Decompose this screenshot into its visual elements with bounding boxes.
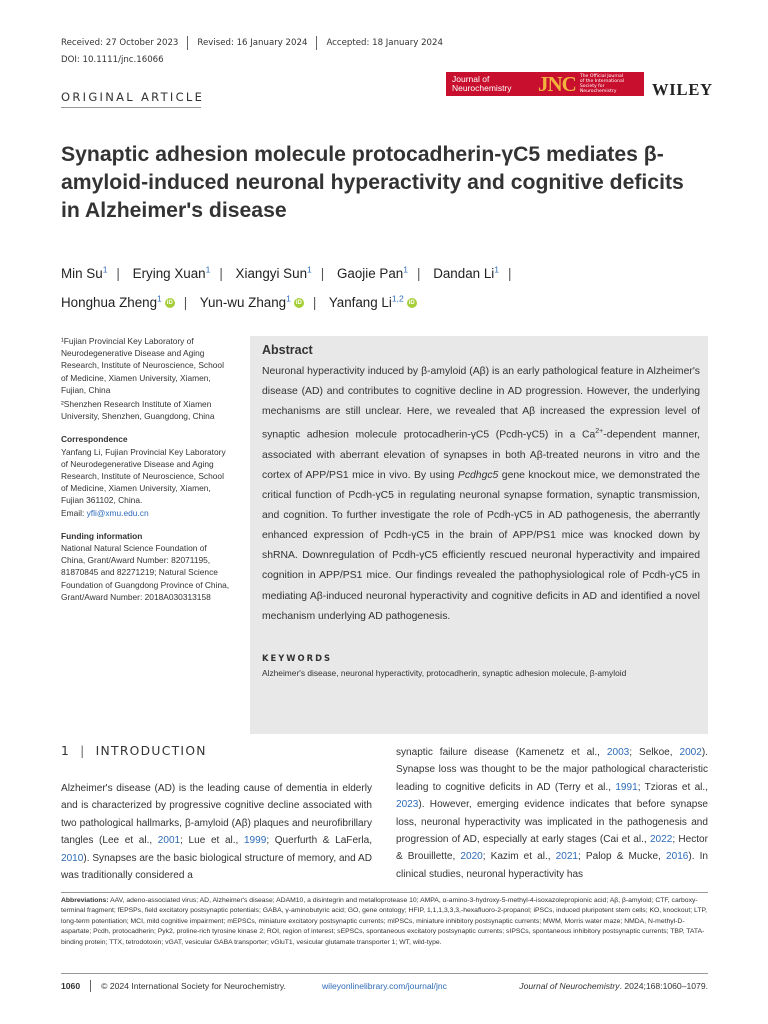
journal-citation: Journal of Neurochemistry. 2024;168:1060–1079.	[519, 981, 708, 991]
keywords-text: Alzheimer's disease, neuronal hyperactivity, protocadherin, synaptic adhesion molecule, β-amyloid	[262, 668, 627, 678]
copyright: © 2024 International Society for Neurochemistry.	[101, 981, 286, 991]
intro-column-1: Alzheimer's disease (AD) is the leading cause of dementia in elderly and is characterized by progressive cognitive decline associated with two pathological hallmarks, β-amyloid (Aβ) plaques and neurofibrillary tangles (Lee et al., 2001; Lue et al., 1999; Querfurth & LaFerla, 2010). Synapses are the basic biological structure of memory, and AD was traditionally considered a	[61, 783, 372, 882]
citation-link[interactable]: 2002	[679, 747, 702, 758]
abbreviations-rule	[61, 892, 708, 893]
journal-logo-abbrev: JNC	[538, 71, 576, 96]
author-name[interactable]: Yanfang Li$^{1,2}$	[328, 293, 404, 310]
article-type: ORIGINAL ARTICLE	[61, 90, 205, 104]
page-number: 1060	[61, 981, 81, 991]
author-name[interactable]: Min Su$^1$	[61, 265, 108, 282]
author-name[interactable]: Yun-wu Zhang$^1$	[199, 293, 291, 310]
citation-link[interactable]: 2001	[157, 835, 181, 847]
citation-link[interactable]: 2003	[606, 747, 630, 758]
journal-url[interactable]: wileyonlinelibrary.com/journal/jnc	[321, 981, 447, 991]
page-footer	[61, 980, 708, 992]
doi[interactable]: DOI: 10.1111/jnc.16066	[61, 55, 164, 65]
correspondence-text: Yanfang Li, Fujian Provincial Key Laboratory of Neurodegenerative Disease and Aging Research, Institute of Neuroscience, School of Medicine, Xiamen University, Xiamen, Fujian 361102, China. Email: yfli@xmu.edu.cn	[61, 446, 226, 518]
revised-date: Revised: 16 January 2024	[197, 38, 308, 48]
author-name[interactable]: Honghua Zheng$^1$	[61, 293, 162, 310]
citation-link[interactable]: 2010	[61, 852, 84, 864]
received-date: Received: 27 October 2023	[61, 38, 179, 48]
article-type-rule	[61, 107, 201, 108]
footer-rule	[61, 973, 708, 974]
citation-link[interactable]: 2016	[666, 851, 689, 863]
abstract-heading: Abstract	[262, 343, 313, 357]
author-name[interactable]: Gaojie Pan$^1$	[336, 265, 408, 282]
intro-column-2: synaptic failure disease (Kamenetz et al., 2003; Selkoe, 2002). Synapse loss was thought to be the major pathological characteristic leading to cognitive deficits in AD (Terry et al., 1991; Tzioras et al., 2023). However, emerging evidence indicates that before synapse loss, neuronal hyperactivity was implicated in the pathogenesis and progression of AD, especially at early stages (Cai et al., 2022; Hector & Brouillette, 2020; Kazim et al., 2021; Palop & Mucke, 2016). In clinical studies, neuronal hyperactivity has	[396, 747, 708, 880]
accepted-date: Accepted: 18 January 2024	[326, 38, 443, 48]
author-list: Min Su$^1$ | Erying Xuan$^1$ | Xiangyi Sun$^1$ | Gaojie Pan$^1$ | Dandan Li$^1$ | Honghua Zheng$^1$ iD | Yun-wu Zhang$^1$ iD | Yanfang Li$^{1,2}$ iD	[61, 265, 512, 310]
funding-heading: Funding information	[61, 530, 143, 541]
society-logo-text: The Official Journal of the International Society for Neurochemistry	[579, 74, 625, 94]
orcid-icon[interactable]: iD	[295, 300, 302, 307]
section-heading: 1 | INTRODUCTION	[61, 744, 207, 758]
citation-link[interactable]: 1991	[615, 781, 638, 793]
citation-link[interactable]: 2023	[396, 799, 419, 811]
journal-logo[interactable]	[446, 72, 644, 96]
article-dates	[61, 36, 443, 50]
journal-logo-name: Journal of Neurochemistry	[452, 74, 512, 93]
divider	[187, 36, 188, 50]
orcid-icon[interactable]: iD	[408, 300, 415, 307]
affiliation-2: ²Shenzhen Research Institute of Xiamen University, Shenzhen, Guangdong, China	[61, 399, 215, 422]
correspondence-heading: Correspondence	[61, 434, 128, 445]
author-name[interactable]: Dandan Li$^1$	[433, 265, 499, 282]
article-title: Synaptic adhesion molecule protocadherin-γC5 mediates β-amyloid-induced neuronal hyperactivity and cognitive deficits in Alzheimer's disease	[61, 143, 684, 222]
sidebar-info	[61, 335, 233, 603]
orcid-icon[interactable]: iD	[166, 300, 173, 307]
citation-link[interactable]: 2021	[555, 851, 579, 863]
author-name[interactable]: Erying Xuan$^1$	[132, 265, 211, 282]
keywords-heading: KEYWORDS	[262, 653, 333, 663]
abstract-text: Neuronal hyperactivity induced by β-amyloid (Aβ) is an early pathological feature in Alzheimer's disease (AD) and contributes to cognitive decline in AD progression. However, the underlying mechanisms are still unclear. Here, we revealed that Aβ increased the expression level of synaptic adhesion molecule protocadherin-γC5 (Pcdh-γC5) in a $Ca^{2+}$-dependent manner, associated with aberrant elevation of synapses in both Aβ-treated neurons in vitro and the cortex of APP/PS1 mice in vivo. By using Pcdhgc5 gene knockout mice, we demonstrated the critical function of Pcdh-γC5 in regulating neuronal synapse formation, synaptic transmission, and cognition. To further investigate the role of Pcdh-γC5 in AD pathogenesis, the aberrantly enhanced expression of Pcdh-γC5 in the brain of APP/PS1 mice was knocked down by shRNA. Downregulation of Pcdh-γC5 efficiently rescued neuronal hyperactivity and impaired cognition in APP/PS1 mice. Our findings revealed the pathophysiological role of Pcdh-γC5 in mediating Aβ-induced neuronal hyperactivity and cognitive deficits in AD and identified a novel mechanism underlying AD pathogenesis.	[262, 366, 700, 622]
email-link[interactable]: yfli@xmu.edu.cn	[86, 507, 149, 518]
author-name[interactable]: Xiangyi Sun$^1$	[235, 265, 312, 282]
citation-link[interactable]: 1999	[243, 835, 267, 847]
abbreviations: Abbreviations: AAV, adeno-associated virus; AD, Alzheimer's disease; ADAM10, a disintegrin and metalloprotease 10; AMPA, α-amino-3-hydroxy-5-methyl-4-isoxazolepropionic acid; Aβ, β-amyloid; CTF, carboxy-terminal fragment; fEPSPs, field excitatory postsynaptic potentials; GABA, γ-aminobutyric acid; GO, gene ontology; HFIP, 1,1,1,3,3,3,-hexafluoro-2-propanol; iPSCs, induced pluripotent stem cells; KO, knockout; LTP, long-term potentiation; MCI, mild cognitive impairment; mEPSCs, miniature excitatory postsynaptic currents; mIPSCs, miniature inhibitory postsynaptic currents; MWM, Morris water maze; NMDA, N-methyl-D-aspartate; Pcdh, protocadherin; Pyk2, proline-rich tyrosine kinase 2; ROI, region of interest; sEPSCs, spontaneous excitatory postsynaptic currents; sIPSCs, spontaneous inhibitory postsynaptic currents; TBP, TATA-binding protein; TTX, tetrodotoxin; vGAT, vesicular GABA transporter; vGluT1, vesicular glutamate transporter 1; WT, wild-type.	[61, 897, 708, 946]
publisher-logo[interactable]: WILEY	[652, 80, 713, 99]
citation-link[interactable]: 2022	[649, 834, 673, 846]
divider	[90, 980, 91, 992]
funding-text: National Natural Science Foundation of China, Grant/Award Number: 82071195, 81870845 and 82271219; Natural Science Foundation of Guangdong Province of China, Grant/Award Number: 2018A030313158	[61, 543, 230, 602]
citation-link[interactable]: 2020	[460, 851, 483, 863]
affiliation-1: ¹Fujian Provincial Key Laboratory of Neurodegenerative Disease and Aging Research, Institute of Neuroscience, School of Medicine, Xiamen University, Xiamen, Fujian, China	[61, 336, 224, 395]
divider	[316, 36, 317, 50]
